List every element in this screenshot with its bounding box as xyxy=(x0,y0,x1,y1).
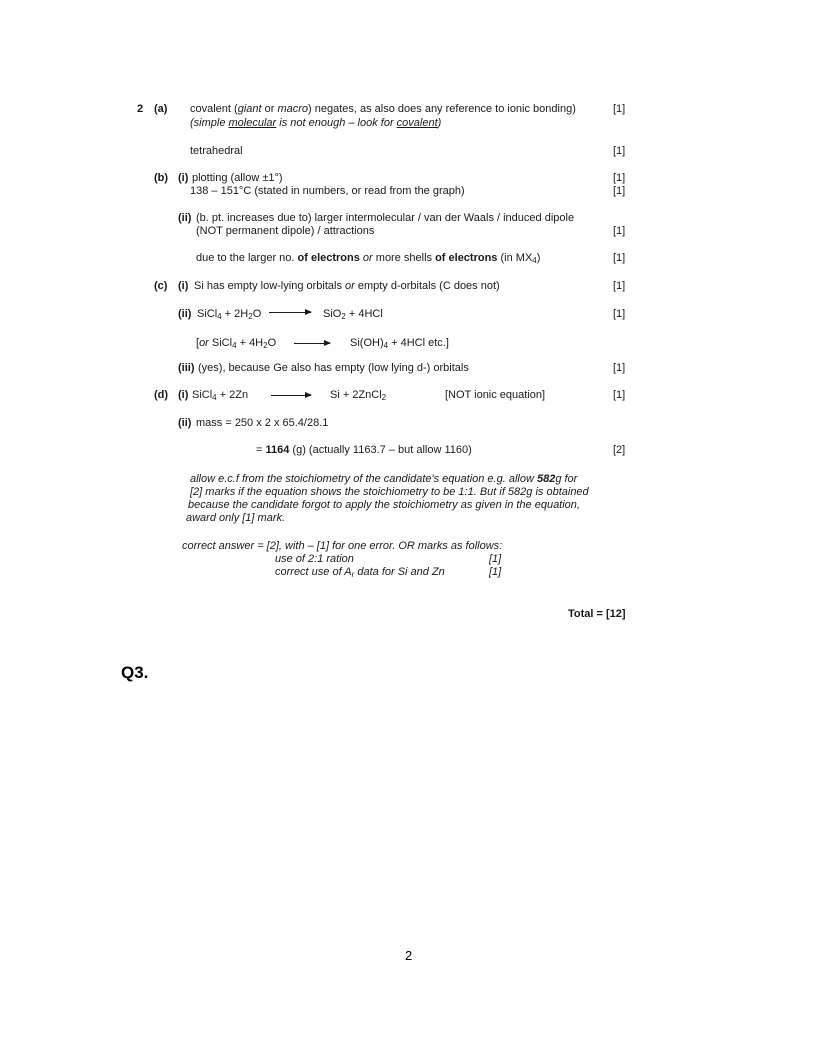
part-d-ii-mass: mass = 250 x 2 x 65.4/28.1 xyxy=(196,417,329,429)
part-c-label: (c) xyxy=(154,280,168,292)
part-c-ii-rhs: SiO$_2$ + 4HCl xyxy=(323,308,383,321)
part-b-ii-label: (ii) xyxy=(178,212,192,224)
part-b-ii-line1: (b. pt. increases due to) larger intermolecular / van der Waals / induced dipole xyxy=(196,212,575,224)
reaction-arrow xyxy=(271,395,311,396)
part-b-i-label: (i) xyxy=(178,172,189,184)
part-b-i-line1: plotting (allow ±1°) xyxy=(192,172,283,184)
part-b-i-mark2: [1] xyxy=(613,185,626,197)
page-number: 2 xyxy=(405,948,413,963)
part-d-i-lhs: SiCl$_4$ + 2Zn xyxy=(192,389,249,402)
part-d-i-mark: [1] xyxy=(613,389,626,401)
ecf-line-4: award only [1] mark. xyxy=(186,512,286,524)
part-c-alt-lhs: [or SiCl$_4$ + $4H_2O$ xyxy=(196,337,277,350)
part-d-i-rhs: Si + 2ZnCl$_2$ xyxy=(330,389,387,402)
part-c-i-text: Si has empty low-lying orbitals or empty d-orbitals (C does not) xyxy=(194,280,500,292)
part-b-ii-line3: due to the larger no. of electrons or more shells of electrons (in $MX_4$) xyxy=(196,252,541,265)
ecf-line-3: because the candidate forgot to apply the stoichiometry as given in the equation, xyxy=(188,499,580,511)
part-c-iii-text: (yes), because Ge also has empty (low lying d-) orbitals xyxy=(198,362,469,374)
part-b-i-mark1: [1] xyxy=(613,172,626,184)
part-c-iii-label: (iii) xyxy=(178,362,195,374)
part-d-label: (d) xyxy=(154,389,169,401)
part-a-tetra-mark: [1] xyxy=(613,145,626,157)
part-a-line2: (simple molecular is not enough – look for covalent) xyxy=(190,117,442,129)
ecf-line-1: allow e.c.f from the stoichiometry of the candidate's equation e.g. allow 582g for xyxy=(190,473,578,485)
part-a-mark: [1] xyxy=(613,103,626,115)
part-b-ii-line2: (NOT permanent dipole) / attractions xyxy=(196,225,375,237)
part-c-ii-lhs: SiCl$_4$ + $2H_2O$ xyxy=(197,308,262,321)
correct-answer-line: correct answer = [2], with – [1] for one error. OR marks as follows: xyxy=(182,540,503,552)
part-b-i-line2: 138 – 151°C (stated in numbers, or read from the graph) xyxy=(190,185,465,197)
part-b-ii-mark2: [1] xyxy=(613,252,626,264)
part-a-line1: covalent (giant or macro) negates, as also does any reference to ionic bonding) xyxy=(190,103,576,115)
part-c-alt-rhs: $Si(OH)_4 + 4HCl$ etc.] xyxy=(350,337,449,350)
part-c-iii-mark: [1] xyxy=(613,362,626,374)
reaction-arrow xyxy=(269,312,311,313)
part-c-i-label: (i) xyxy=(178,280,189,292)
reaction-arrow xyxy=(294,343,330,344)
part-a-tetrahedral: tetrahedral xyxy=(190,145,243,157)
use-ar-mark: [1] xyxy=(489,566,502,578)
use-ratio-mark: [1] xyxy=(489,553,502,565)
part-a-label: (a) xyxy=(154,103,168,115)
part-b-ii-mark1: [1] xyxy=(613,225,626,237)
part-d-i-note: [NOT ionic equation] xyxy=(445,389,546,401)
part-d-ii-mark: [2] xyxy=(613,444,626,456)
part-d-i-label: (i) xyxy=(178,389,189,401)
total-marks: Total = [12] xyxy=(568,608,626,620)
part-c-ii-label: (ii) xyxy=(178,308,192,320)
ecf-line-2: [2] marks if the equation shows the stoichiometry to be 1:1. But if 582g is obtained xyxy=(190,486,589,498)
part-d-ii-answer: = 1164 (g) (actually 1163.7 – but allow 1160) xyxy=(256,444,472,456)
part-d-ii-label: (ii) xyxy=(178,417,192,429)
part-c-ii-mark: [1] xyxy=(613,308,626,320)
part-b-label: (b) xyxy=(154,172,169,184)
q3-heading: Q3. xyxy=(121,663,149,682)
part-c-i-mark: [1] xyxy=(613,280,626,292)
question-number: 2 xyxy=(137,103,144,115)
use-ar-line: correct use of $A_r$ data for Si and Zn xyxy=(275,566,445,579)
use-ratio-line: use of 2:1 ration xyxy=(275,553,354,565)
